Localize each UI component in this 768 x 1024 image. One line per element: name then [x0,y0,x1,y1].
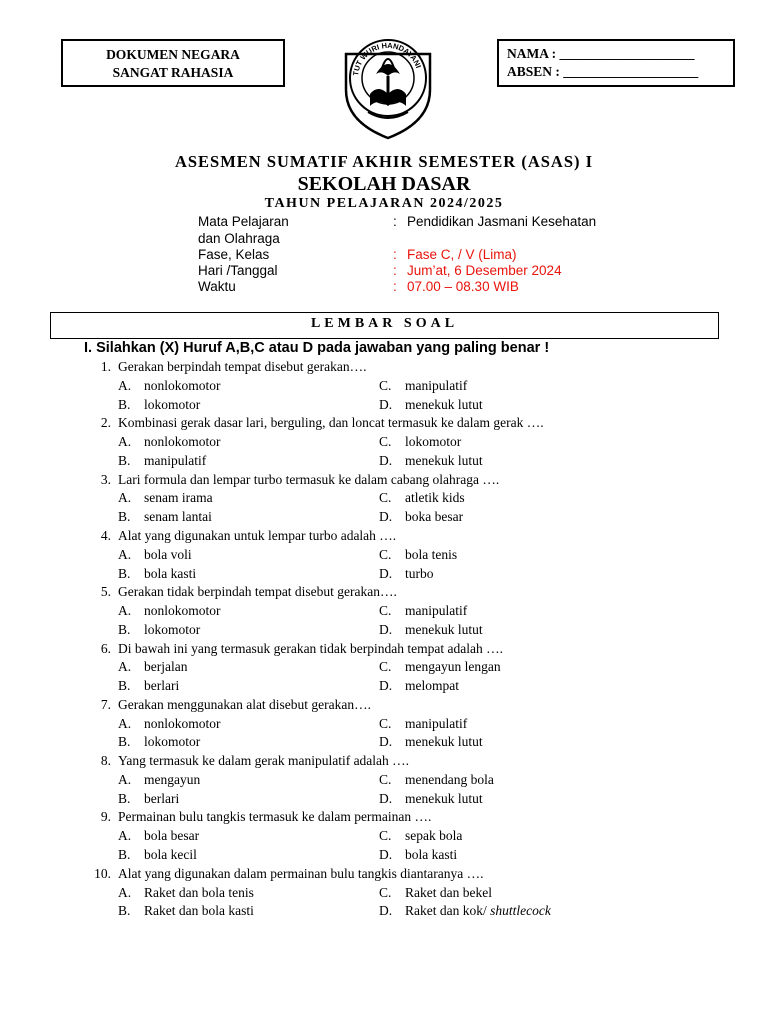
hari-colon: : [393,263,397,278]
option-text-italic: shuttlecock [490,903,551,919]
option-text: bola kasti [405,847,458,862]
exam-title: ASESMEN SUMATIF AKHIR SEMESTER (ASAS) I [174,152,594,171]
option-letter: A. [118,434,132,450]
option-letter: D. [379,903,393,919]
lembar-soal-header: LEMBAR SOAL [50,312,719,339]
svg-text:TUT WURI HANDAYANI: TUT WURI HANDAYANI [351,40,424,77]
option-text: senam lantai [144,509,212,525]
doc-line-2: SANGAT RAHASIA [112,65,234,80]
option-letter: D. [379,678,393,694]
question-number: 8. [100,753,111,769]
option-letter: B. [118,396,131,412]
option-letter: A. [118,377,132,393]
option-letter: A. [118,490,132,506]
question-text: Alat yang digunakan dalam permainan bulu tangkis diantaranya …. [118,865,484,881]
option-text: Raket dan bola kasti [144,903,254,919]
mapel-value: Pendidikan Jasmani Kesehatan [407,214,597,229]
mapel-label-continued: dan Olahraga [198,231,280,246]
question-text: Permainan bulu tangkis termasuk ke dalam permainan …. [118,809,432,825]
question-text: Gerakan tidak berpindah tempat disebut gerakan…. [118,584,397,600]
option-letter: C. [379,490,392,506]
question-text: Kombinasi gerak dasar lari, berguling, dan loncat termasuk ke dalam gerak …. [118,415,544,431]
academic-year-title: TAHUN PELAJARAN 2024/2025 [264,196,504,211]
question-number: 9. [100,809,111,825]
option-text: berlari [144,678,180,694]
option-letter: D. [379,734,393,750]
school-level-title: SEKOLAH DASAR [297,173,471,195]
question-text: Di bawah ini yang termasuk gerakan tidak berpindah tempat adalah …. [118,640,503,656]
option-letter: B. [118,452,131,468]
question-number: 2. [100,415,111,431]
question-number: 3. [100,471,111,487]
option-text: bola voli [144,546,192,562]
option-text: bola besar [144,828,200,844]
option-text: Raket dan bekel [405,884,492,900]
option-text: berlari [144,790,180,806]
option-text: nonlokomotor [144,715,221,731]
option-text: manipulatif [405,377,468,393]
fase-label: Fase, Kelas [198,247,270,262]
hari-label: Hari /Tanggal [198,263,278,278]
option-letter: D. [379,396,393,412]
option-text: mengayun [144,771,201,787]
option-text: lokomotor [144,621,201,637]
question-number: 10. [94,865,111,881]
question-text: Lari formula dan lempar turbo termasuk ke dalam cabang olahraga …. [118,471,500,487]
option-letter: D. [379,790,393,806]
option-text: bola kecil [144,847,197,862]
option-letter: B. [118,790,131,806]
option-text: menendang bola [405,771,494,787]
question-number: 7. [100,696,111,712]
question-number: 4. [100,527,111,543]
option-letter: B. [118,621,131,637]
option-text: turbo [405,565,434,581]
question-number: 6. [100,640,111,656]
option-letter: A. [118,546,132,562]
option-letter: A. [118,715,132,731]
fase-colon: : [393,247,397,262]
waktu-colon: : [393,279,397,294]
option-letter: A. [118,828,132,844]
option-text: boka besar [405,509,464,525]
question-number: 1. [100,359,111,374]
question-number: 5. [100,584,111,600]
option-text: Raket dan kok/ shuttlecock [405,903,551,919]
option-text: menekuk lutut [405,396,483,412]
option-text: sepak bola [405,828,463,844]
option-text: menekuk lutut [405,452,483,468]
option-letter: D. [379,847,393,862]
nama-field[interactable]: NAMA : ____________________ [507,46,695,61]
option-letter: C. [379,715,392,731]
option-text: menekuk lutut [405,734,483,750]
fase-value: Fase C, / V (Lima) [407,247,517,262]
option-text: atletik kids [405,490,465,506]
option-text: bola tenis [405,546,458,562]
option-text: senam irama [144,490,213,506]
option-letter: C. [379,828,392,844]
question-text: Yang termasuk ke dalam gerak manipulatif adalah …. [118,753,410,769]
option-letter: B. [118,903,131,919]
waktu-label: Waktu [198,279,236,294]
option-text: berjalan [144,659,188,675]
option-letter: B. [118,847,131,862]
option-letter: C. [379,603,392,618]
option-letter: A. [118,771,132,787]
hari-value: Jum’at, 6 Desember 2024 [407,263,562,278]
question-text: Gerakan menggunakan alat disebut gerakan…. [118,696,372,712]
option-text: nonlokomotor [144,434,221,450]
option-text: Raket dan bola tenis [144,884,254,900]
option-letter: C. [379,659,392,675]
option-text: nonlokomotor [144,377,221,393]
waktu-value: 07.00 – 08.30 WIB [407,279,519,294]
tut-wuri-handayani-logo-icon [336,32,440,140]
option-text: nonlokomotor [144,603,221,618]
option-letter: A. [118,659,132,675]
option-text: manipulatif [405,603,468,618]
option-letter: B. [118,565,131,581]
option-letter: D. [379,509,393,525]
document-classification-box [61,39,285,87]
question-text: Alat yang digunakan untuk lempar turbo adalah …. [118,527,397,543]
option-text: lokomotor [144,734,201,750]
option-letter: C. [379,434,392,450]
absen-field[interactable]: ABSEN : ____________________ [507,64,699,79]
option-letter: D. [379,565,393,581]
option-text: melompat [405,678,459,694]
option-text: menekuk lutut [405,790,483,806]
option-letter: D. [379,452,393,468]
doc-line-1: DOKUMEN NEGARA [106,47,240,62]
option-letter: C. [379,546,392,562]
option-text: manipulatif [144,452,207,468]
option-letter: A. [118,603,132,618]
option-letter: B. [118,734,131,750]
option-letter: B. [118,678,131,694]
option-text: manipulatif [405,715,468,731]
mapel-label: Mata Pelajaran [198,214,289,229]
question-text: Gerakan berpindah tempat disebut gerakan…. [118,359,367,374]
option-text: lokomotor [405,434,462,450]
option-text: lokomotor [144,396,201,412]
instruction-text: I. Silahkan (X) Huruf A,B,C atau D pada jawaban yang paling benar ! [84,340,550,356]
option-letter: A. [118,884,132,900]
option-letter: C. [379,884,392,900]
option-letter: B. [118,509,131,525]
option-letter: D. [379,621,393,637]
mapel-colon: : [393,214,397,229]
option-text: mengayun lengan [405,659,501,675]
option-letter: C. [379,771,392,787]
option-text: bola kasti [144,565,197,581]
student-identity-box [497,39,735,87]
option-letter: C. [379,377,392,393]
option-text: menekuk lutut [405,621,483,637]
